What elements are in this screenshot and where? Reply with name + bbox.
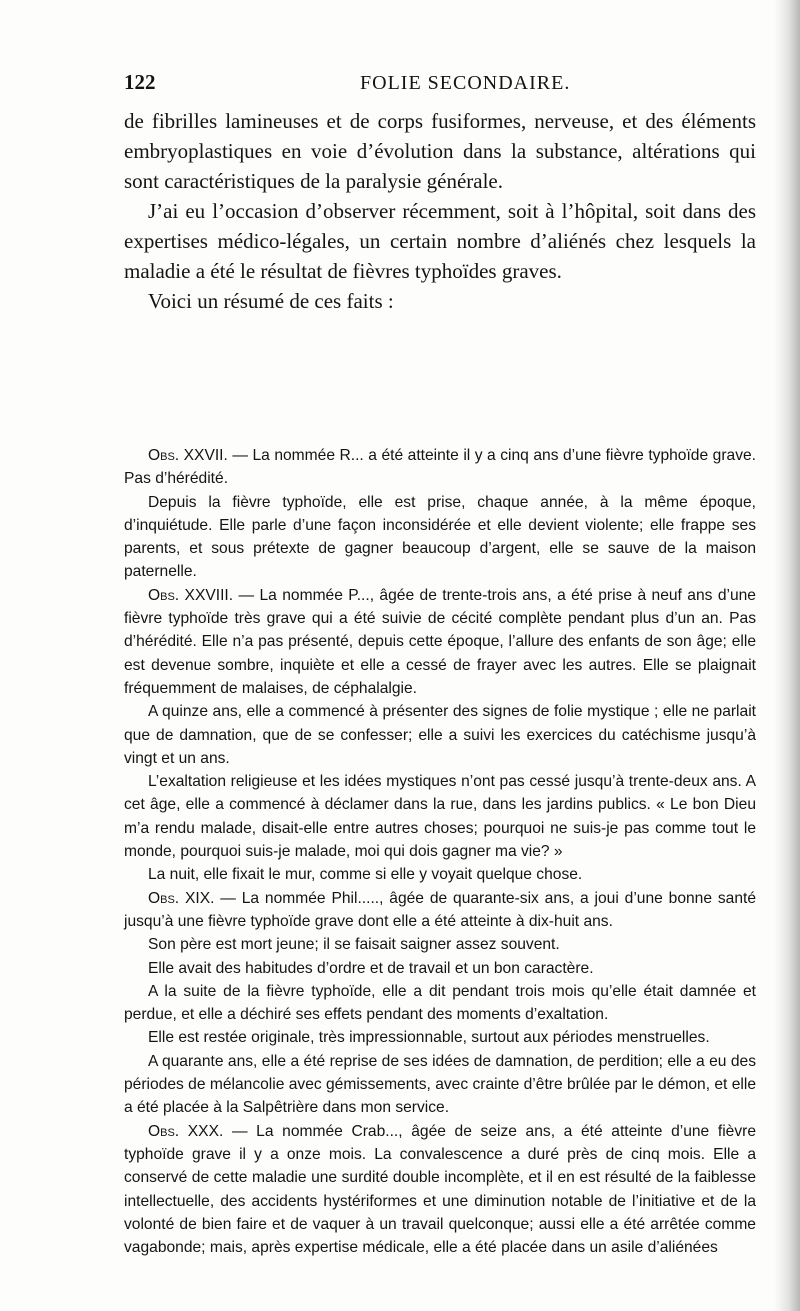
binding-shadow bbox=[774, 0, 800, 1311]
obs-28-paragraph-2: A quinze ans, elle a commencé à présenter des signes de folie mystique ; elle ne parlait que de damnation, que de se confesser; elle a suivi les exercices du catéchisme jusqu’à vingt et un ans. bbox=[124, 703, 756, 767]
page-number: 122 bbox=[124, 70, 156, 94]
intro-paragraph-3: Voici un résumé de ces faits : bbox=[148, 289, 394, 313]
obs-30-label: Obs. XXX. bbox=[148, 1122, 224, 1140]
obs-28-paragraph-1 bbox=[124, 584, 756, 700]
obs-28-text: — La nommée P..., âgée de trente-trois ans, a été prise à neuf ans d’une fièvre typhoïde très grave qui a été suivie de cécité complète pendant plus d’un an. Pas d’hérédité. Elle n’a pas présenté, depuis cette époque, l’allure des enfants de son âge; elle est devenue sombre, inquiète et elle a cessé de frayer avec les autres. Elle se plaignait fréquemment de malaises, de céphalalgie. bbox=[124, 586, 756, 697]
obs-27-paragraph-2: Depuis la fièvre typhoïde, elle est prise, chaque année, à la même époque, d’inquiétude. Elle parle d’une façon inconsidérée et elle devient violente; elle frappe ses parents, et sous prétexte de gagner beaucoup d’argent, elle se sauve de la maison paternelle. bbox=[124, 493, 756, 581]
obs-28-paragraph-3: L’exaltation religieuse et les idées mystiques n’ont pas cessé jusqu’à trente-deux ans. A cet âge, elle a commencé à déclamer dans la rue, dans les jardins publics. « Le bon Dieu m’a rendu malade, disait-elle entre autres choses; pourquoi ne suis-je pas comme tout le monde, pourquoi suis-je malade, moi qui dois gagner ma vie? » bbox=[124, 773, 756, 861]
intro-text bbox=[124, 106, 756, 316]
obs-30-text: — La nommée Crab..., âgée de seize ans, a été atteinte d’une fièvre typhoïde grave il y a onze mois. La convalescence a duré près de cinq mois. Elle a conservé de cette maladie une surdité double incomplète, et il en est résulté de la faiblesse intellectuelle, des accidents hystériformes et une diminution notable de l’initiative et de la volonté de bien faire et de vaquer à un travail quelconque; aussi elle a été arrêtée comme vagabonde; mais, après expertise médicale, elle a été placée dans un asile d’aliénées bbox=[124, 1122, 756, 1257]
obs-29-paragraph-1 bbox=[124, 887, 756, 934]
obs-30-paragraph-1 bbox=[124, 1120, 756, 1260]
obs-29-paragraph-4: A la suite de la fièvre typhoïde, elle a dit pendant trois mois qu’elle était damnée et perdue, et elle a déchiré ses effets pendant des moments d’exaltation. bbox=[124, 982, 756, 1024]
obs-27-paragraph-1 bbox=[124, 444, 756, 491]
obs-29-paragraph-2: Son père est mort jeune; il se faisait saigner assez souvent. bbox=[148, 936, 560, 954]
intro-paragraph-2: J’ai eu l’occasion d’observer récemment, soit à l’hôpital, soit dans des expertises médico-légales, un certain nombre d’aliénés chez lesquels la maladie a été le résultat de fièvres typhoïdes graves. bbox=[124, 199, 756, 283]
running-title: FOLIE SECONDAIRE. bbox=[360, 72, 571, 94]
obs-29-paragraph-6: A quarante ans, elle a été reprise de ses idées de damnation, de perdition; elle a eu des périodes de mélancolie avec gémissements, avec crainte d’être brûlée par le démon, et elle a été placée à la Salpêtrière dans mon service. bbox=[124, 1052, 756, 1117]
page-header bbox=[124, 70, 756, 100]
obs-29-label: Obs. XIX. bbox=[148, 889, 215, 907]
obs-29-paragraph-5: Elle est restée originale, très impressionnable, surtout aux périodes menstruelles. bbox=[148, 1029, 710, 1047]
obs-27-label: Obs. XXVII. bbox=[148, 447, 228, 464]
observations bbox=[124, 444, 756, 1259]
obs-29-paragraph-3: Elle avait des habitudes d’ordre et de travail et un bon caractère. bbox=[148, 959, 594, 977]
obs-29-text: — La nommée Phil....., âgée de quarante-six ans, a joui d’une bonne santé jusqu’à une fièvre typhoïde grave dont elle a été atteinte à dix-huit ans. bbox=[124, 889, 756, 930]
obs-28-paragraph-4: La nuit, elle fixait le mur, comme si elle y voyait quelque chose. bbox=[148, 866, 583, 884]
obs-28-label: Obs. XXVIII. bbox=[148, 586, 234, 604]
obs-27-text: — La nommée R... a été atteinte il y a cinq ans d’une fièvre typhoïde grave. Pas d’hérédité. bbox=[124, 447, 756, 488]
intro-paragraph-1: de fibrilles lamineuses et de corps fusiformes, nerveuse, et des éléments embryoplastiques en voie d’évolution dans la substance, altérations qui sont caractéristiques de la paralysie générale. bbox=[124, 109, 756, 193]
